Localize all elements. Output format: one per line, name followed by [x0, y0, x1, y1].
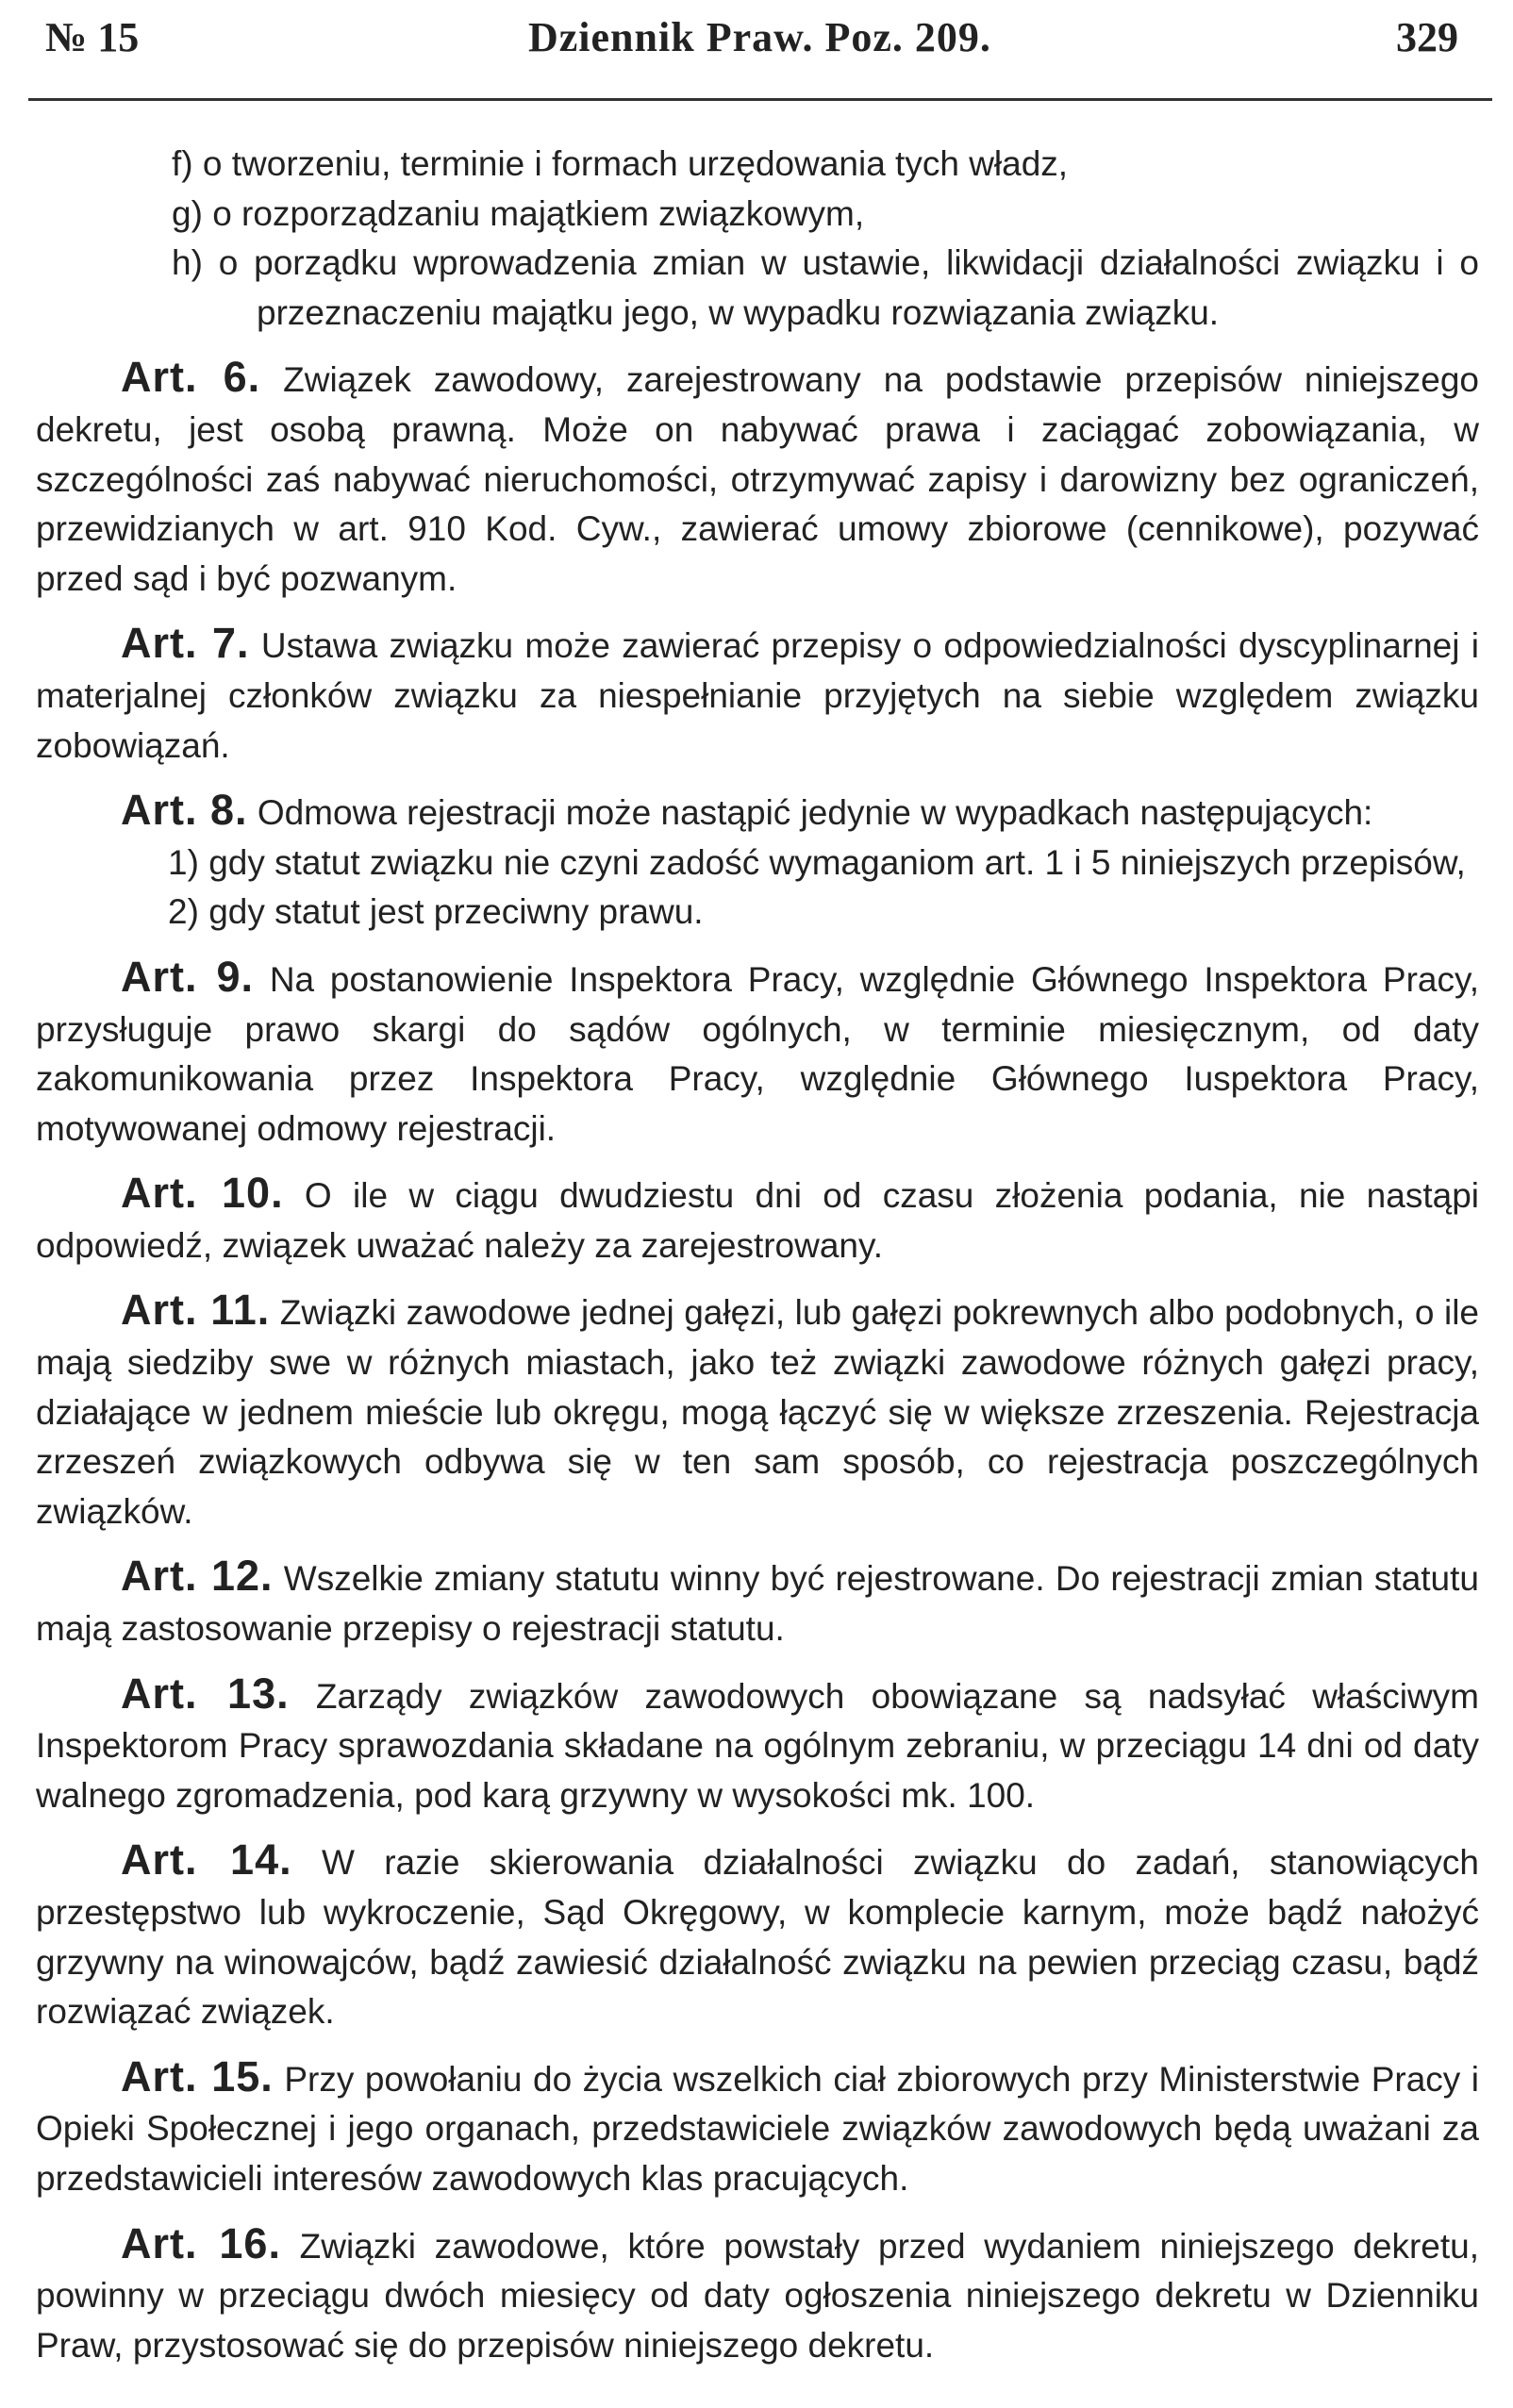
article-label: Art. 13.	[121, 1669, 290, 1718]
item-label: h)	[172, 243, 203, 283]
article-text: Odmowa rejestracji może nastąpić jedynie w wypadkach następujących:	[257, 793, 1373, 833]
item-text: gdy statut jest przeciwny prawu.	[208, 892, 704, 932]
article-8	[36, 786, 1479, 839]
page-header	[28, 6, 1485, 68]
article-label: Art. 9.	[121, 952, 255, 1001]
article-text: Związki zawodowe, które powstały przed wydaniem niniejszego dekretu, powinny w przeciągu dwóch miesięcy od daty ogłoszenia niniejszego dekretu w Dzienniku Praw, przystosować się do przepisów niniejszego dekretu.	[36, 2226, 1480, 2365]
list-item	[36, 839, 1479, 888]
article-text: Przy powołaniu do życia wszelkich ciał zbiorowych przy Ministerstwie Pracy i Opieki Społecznej i jego organach, przedstawiciele związków zawodowych będą uważani za przedstawicieli interesów zawodowych klas pracujących.	[36, 2059, 1480, 2198]
article-label: Art. 12.	[121, 1552, 274, 1601]
item-label: 1)	[168, 842, 199, 882]
article-11	[36, 1286, 1479, 1536]
list-item	[36, 140, 1479, 190]
item-text: o tworzeniu, terminie i formach urzędowania tych władz,	[202, 144, 1069, 183]
article-text: O ile w ciągu dwudziestu dni od czasu złożenia podania, nie nastąpi odpowiedź, związek uważać należy za zarejestrowany.	[36, 1176, 1479, 1265]
header-rule	[28, 98, 1492, 101]
item-label: g)	[172, 193, 203, 233]
article-7	[36, 619, 1479, 771]
article-text: Na postanowienie Inspektora Pracy, względnie Głównego Inspektora Pracy, przysługuje prawo skargi do sądów ogólnych, w terminie miesięcznym, od daty zakomunikowania przez Inspektora Pracy, względnie Głównego Iuspektora Pracy, motywowanej odmowy rejestracji.	[36, 959, 1479, 1148]
article-label: Art. 16.	[121, 2218, 281, 2267]
list-item	[36, 888, 1479, 938]
item-label: 2)	[168, 892, 199, 932]
list-item	[36, 239, 1479, 338]
article-label: Art. 14.	[121, 1835, 292, 1885]
article-text: Wszelkie zmiany statutu winny być rejestrowane. Do rejestracji zmian statutu mają zastosowanie przepisy o rejestracji statutu.	[36, 1559, 1479, 1649]
list-item	[36, 190, 1479, 240]
article-16	[36, 2219, 1479, 2371]
article-text: Ustawa związku może zawierać przepisy o odpowiedzialności dyscyplinarnej i materjalnej członków związku za niespełnianie przyjętych na siebie względem związku zobowiązań.	[36, 626, 1479, 765]
page-number: 329	[1396, 14, 1458, 60]
article-14	[36, 1835, 1479, 2036]
article-label: Art. 8.	[121, 786, 248, 835]
article-6	[36, 353, 1479, 604]
article-text: W razie skierowania działalności związku do zadań, stanowiących przestępstwo lub wykroczenie, Sąd Okręgowy, w komplecie karnym, może bądź nałożyć grzywny na winowajców, bądź zawiesić działalność związku na pewien przeciąg czasu, bądź rozwiązać związek.	[36, 1843, 1480, 2032]
article-label: Art. 7.	[121, 619, 250, 668]
article-10	[36, 1169, 1479, 1270]
article-label: Art. 6.	[121, 353, 261, 402]
item-label: f)	[172, 144, 193, 183]
article-12	[36, 1552, 1479, 1653]
issue-number: № 15	[45, 14, 140, 60]
article-text: Związek zawodowy, zarejestrowany na podstawie przepisów niniejszego dekretu, jest osobą prawną. Może on nabywać prawa i zaciągać zobowiązania, w szczególności zaś nabywać nieruchomości, otrzymywać zapisy i darowizny bez ograniczeń, przewidzianych w art. 910 Kod. Cyw., zawierać umowy zbiorowe (cennikowe), pozywać przed sąd i być pozwanym.	[36, 360, 1480, 598]
article-9	[36, 953, 1479, 1154]
article-text: Zarządy związków zawodowych obowiązane są nadsyłać właściwym Inspektorom Pracy sprawozdania składane na ogólnym zebraniu, w przeciągu 14 dni od daty walnego zgromadzenia, pod karą grzywny w wysokości mk. 100.	[36, 1676, 1479, 1815]
article-text: Związki zawodowe jednej gałęzi, lub gałęzi pokrewnych albo podobnych, o ile mają siedziby swe w różnych miastach, jako też związki zawodowe różnych gałęzi pracy, działające w jednem mieście lub okręgu, mogą łączyć się w większe zrzeszenia. Rejestracja zrzeszeń związkowych odbywa się w ten sam sposób, co rejestracja poszczególnych związków.	[36, 1293, 1479, 1531]
journal-title: Dziennik Praw. Poz. 209.	[528, 14, 991, 60]
document-body	[36, 140, 1479, 2370]
item-text: o porządku wprowadzenia zmian w ustawie, likwidacji działalności związku i o przeznaczeniu majątku jego, w wypadku rozwiązania związku.	[218, 243, 1480, 332]
article-label: Art. 10.	[121, 1169, 284, 1218]
item-text: o rozporządzaniu majątkiem związkowym,	[212, 193, 865, 233]
article-label: Art. 15.	[121, 2051, 274, 2101]
article-13	[36, 1669, 1479, 1821]
article-label: Art. 11.	[121, 1286, 271, 1335]
item-text: gdy statut związku nie czyni zadość wymaganiom art. 1 i 5 niniejszych przepisów,	[208, 842, 1466, 882]
article-15	[36, 2052, 1479, 2204]
